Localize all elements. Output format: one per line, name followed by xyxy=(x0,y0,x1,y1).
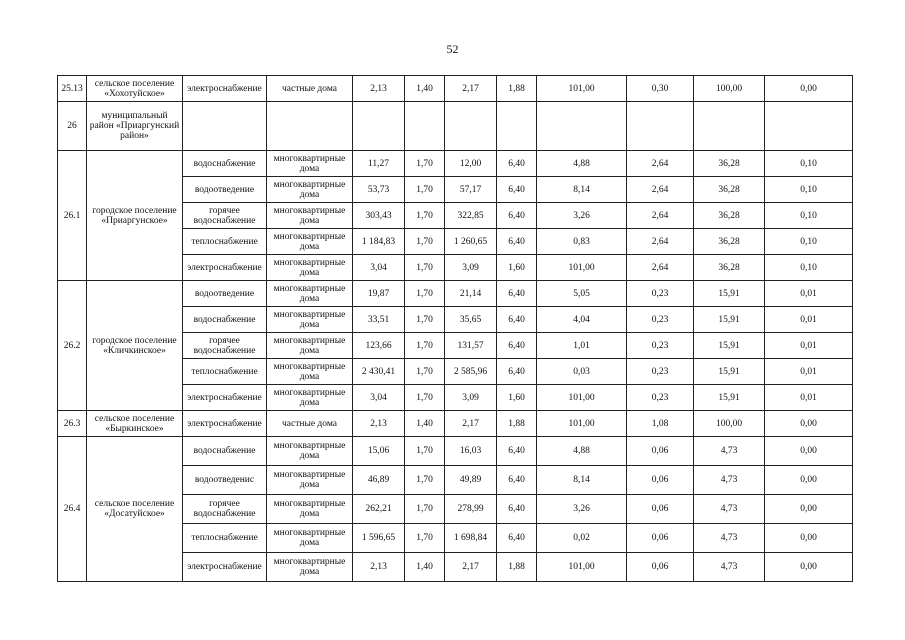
value-col-6: 0,23 xyxy=(627,333,694,359)
value-col-7: 4,73 xyxy=(694,437,765,466)
value-col-6: 0,23 xyxy=(627,359,694,385)
housing-type: многоквартирные дома xyxy=(267,177,353,203)
value-col-1: 3,04 xyxy=(353,255,405,281)
housing-type: многоквартирные дома xyxy=(267,553,353,582)
page-number: 52 xyxy=(446,42,459,56)
value-col-2: 1,70 xyxy=(405,229,445,255)
value-col-4: 6,40 xyxy=(497,177,537,203)
settlement-name: сельское поселение «Хохотуйское» xyxy=(87,76,183,102)
housing-type: многоквартирные дома xyxy=(267,151,353,177)
value-col-5: 4,88 xyxy=(537,151,627,177)
value-col-8: 0,10 xyxy=(765,177,853,203)
table-body xyxy=(58,76,853,582)
housing-type: частные дома xyxy=(267,76,353,102)
empty-cell xyxy=(694,102,765,151)
empty-cell xyxy=(497,102,537,151)
value-col-3: 1 260,65 xyxy=(445,229,497,255)
value-col-5: 101,00 xyxy=(537,255,627,281)
service-name: электроснабжение xyxy=(183,385,267,411)
value-col-8: 0,01 xyxy=(765,385,853,411)
row-code: 26 xyxy=(58,102,87,151)
value-col-4: 6,40 xyxy=(497,524,537,553)
settlement-name: городское поселение «Приаргунское» xyxy=(87,151,183,281)
value-col-3: 2,17 xyxy=(445,76,497,102)
housing-type: многоквартирные дома xyxy=(267,333,353,359)
value-col-7: 15,91 xyxy=(694,333,765,359)
value-col-5: 0,03 xyxy=(537,359,627,385)
value-col-8: 0,10 xyxy=(765,229,853,255)
value-col-3: 12,00 xyxy=(445,151,497,177)
value-col-6: 0,06 xyxy=(627,466,694,495)
value-col-6: 0,23 xyxy=(627,307,694,333)
value-col-6: 0,06 xyxy=(627,495,694,524)
housing-type: многоквартирные дома xyxy=(267,466,353,495)
value-col-4: 1,60 xyxy=(497,255,537,281)
value-col-5: 101,00 xyxy=(537,76,627,102)
row-code: 26.3 xyxy=(58,411,87,437)
value-col-8: 0,00 xyxy=(765,553,853,582)
value-col-1: 2,13 xyxy=(353,411,405,437)
empty-cell xyxy=(267,102,353,151)
housing-type: частные дома xyxy=(267,411,353,437)
value-col-5: 8,14 xyxy=(537,466,627,495)
value-col-1: 1 184,83 xyxy=(353,229,405,255)
tariff-table xyxy=(57,75,853,582)
value-col-6: 2,64 xyxy=(627,151,694,177)
value-col-4: 6,40 xyxy=(497,281,537,307)
value-col-4: 1,88 xyxy=(497,76,537,102)
value-col-2: 1,70 xyxy=(405,281,445,307)
value-col-3: 21,14 xyxy=(445,281,497,307)
value-col-2: 1,40 xyxy=(405,76,445,102)
housing-type: многоквартирные дома xyxy=(267,524,353,553)
value-col-1: 53,73 xyxy=(353,177,405,203)
value-col-7: 100,00 xyxy=(694,76,765,102)
row-code: 26.4 xyxy=(58,437,87,582)
value-col-7: 15,91 xyxy=(694,385,765,411)
value-col-5: 4,04 xyxy=(537,307,627,333)
value-col-8: 0,01 xyxy=(765,307,853,333)
table-row xyxy=(58,437,853,466)
service-name: теплоснабжение xyxy=(183,229,267,255)
value-col-8: 0,00 xyxy=(765,411,853,437)
value-col-1: 2,13 xyxy=(353,553,405,582)
value-col-4: 1,88 xyxy=(497,553,537,582)
value-col-8: 0,01 xyxy=(765,281,853,307)
value-col-6: 0,06 xyxy=(627,553,694,582)
value-col-3: 16,03 xyxy=(445,437,497,466)
district-name: муниципальный район «Приаргунский район» xyxy=(87,102,183,151)
value-col-4: 6,40 xyxy=(497,307,537,333)
value-col-3: 3,09 xyxy=(445,385,497,411)
value-col-2: 1,70 xyxy=(405,177,445,203)
table-row xyxy=(58,281,853,307)
settlement-name: сельское поселение «Досатуйское» xyxy=(87,437,183,582)
service-name: водоотведение xyxy=(183,177,267,203)
table-row xyxy=(58,411,853,437)
value-col-5: 0,83 xyxy=(537,229,627,255)
housing-type: многоквартирные дома xyxy=(267,437,353,466)
value-col-1: 15,06 xyxy=(353,437,405,466)
value-col-3: 3,09 xyxy=(445,255,497,281)
value-col-3: 57,17 xyxy=(445,177,497,203)
value-col-3: 2,17 xyxy=(445,411,497,437)
service-name: теплоснабжение xyxy=(183,359,267,385)
row-code: 26.1 xyxy=(58,151,87,281)
service-name: горячее водоснабжение xyxy=(183,495,267,524)
service-name: горячее водоснабжение xyxy=(183,203,267,229)
value-col-1: 1 596,65 xyxy=(353,524,405,553)
value-col-7: 36,28 xyxy=(694,229,765,255)
value-col-2: 1,70 xyxy=(405,466,445,495)
value-col-1: 2,13 xyxy=(353,76,405,102)
value-col-2: 1,70 xyxy=(405,359,445,385)
value-col-7: 36,28 xyxy=(694,177,765,203)
value-col-1: 123,66 xyxy=(353,333,405,359)
value-col-3: 2 585,96 xyxy=(445,359,497,385)
value-col-4: 6,40 xyxy=(497,151,537,177)
table-row xyxy=(58,76,853,102)
value-col-7: 36,28 xyxy=(694,203,765,229)
value-col-3: 2,17 xyxy=(445,553,497,582)
value-col-8: 0,01 xyxy=(765,333,853,359)
value-col-3: 1 698,84 xyxy=(445,524,497,553)
service-name: водоснабжение xyxy=(183,151,267,177)
value-col-1: 33,51 xyxy=(353,307,405,333)
value-col-4: 6,40 xyxy=(497,229,537,255)
value-col-6: 2,64 xyxy=(627,229,694,255)
value-col-4: 6,40 xyxy=(497,203,537,229)
housing-type: многоквартирные дома xyxy=(267,281,353,307)
value-col-4: 6,40 xyxy=(497,333,537,359)
value-col-2: 1,70 xyxy=(405,307,445,333)
value-col-8: 0,00 xyxy=(765,524,853,553)
value-col-6: 2,64 xyxy=(627,177,694,203)
housing-type: многоквартирные дома xyxy=(267,229,353,255)
value-col-2: 1,70 xyxy=(405,524,445,553)
value-col-1: 2 430,41 xyxy=(353,359,405,385)
value-col-2: 1,70 xyxy=(405,203,445,229)
value-col-2: 1,40 xyxy=(405,553,445,582)
value-col-7: 4,73 xyxy=(694,495,765,524)
value-col-7: 4,73 xyxy=(694,524,765,553)
row-code: 26.2 xyxy=(58,281,87,411)
empty-cell xyxy=(405,102,445,151)
service-name: электроснабжение xyxy=(183,76,267,102)
value-col-5: 101,00 xyxy=(537,411,627,437)
value-col-2: 1,40 xyxy=(405,411,445,437)
value-col-3: 131,57 xyxy=(445,333,497,359)
value-col-8: 0,10 xyxy=(765,255,853,281)
housing-type: многоквартирные дома xyxy=(267,307,353,333)
housing-type: многоквартирные дома xyxy=(267,255,353,281)
value-col-8: 0,00 xyxy=(765,466,853,495)
table-row xyxy=(58,151,853,177)
value-col-8: 0,10 xyxy=(765,151,853,177)
housing-type: многоквартирные дома xyxy=(267,203,353,229)
value-col-6: 0,06 xyxy=(627,437,694,466)
settlement-name: городское поселение «Кличкинское» xyxy=(87,281,183,411)
value-col-3: 35,65 xyxy=(445,307,497,333)
value-col-4: 1,60 xyxy=(497,385,537,411)
value-col-2: 1,70 xyxy=(405,437,445,466)
value-col-8: 0,01 xyxy=(765,359,853,385)
value-col-5: 8,14 xyxy=(537,177,627,203)
value-col-2: 1,70 xyxy=(405,333,445,359)
value-col-6: 0,23 xyxy=(627,385,694,411)
value-col-3: 322,85 xyxy=(445,203,497,229)
value-col-8: 0,10 xyxy=(765,203,853,229)
value-col-8: 0,00 xyxy=(765,495,853,524)
empty-cell xyxy=(353,102,405,151)
value-col-3: 278,99 xyxy=(445,495,497,524)
value-col-1: 11,27 xyxy=(353,151,405,177)
empty-cell xyxy=(537,102,627,151)
value-col-5: 3,26 xyxy=(537,203,627,229)
service-name: электроснабжение xyxy=(183,255,267,281)
service-name: водоотведение xyxy=(183,281,267,307)
service-name: теплоснабжение xyxy=(183,524,267,553)
value-col-5: 101,00 xyxy=(537,385,627,411)
housing-type: многоквартирные дома xyxy=(267,359,353,385)
value-col-7: 36,28 xyxy=(694,255,765,281)
service-name: электроснабжение xyxy=(183,553,267,582)
value-col-6: 2,64 xyxy=(627,255,694,281)
empty-cell xyxy=(445,102,497,151)
value-col-7: 15,91 xyxy=(694,281,765,307)
row-code: 25.13 xyxy=(58,76,87,102)
value-col-1: 19,87 xyxy=(353,281,405,307)
value-col-7: 36,28 xyxy=(694,151,765,177)
value-col-5: 0,02 xyxy=(537,524,627,553)
service-name: водоотведенис xyxy=(183,466,267,495)
value-col-2: 1,70 xyxy=(405,255,445,281)
value-col-3: 49,89 xyxy=(445,466,497,495)
value-col-7: 100,00 xyxy=(694,411,765,437)
housing-type: многоквартирные дома xyxy=(267,495,353,524)
settlement-name: сельское поселение «Быркинское» xyxy=(87,411,183,437)
value-col-4: 6,40 xyxy=(497,495,537,524)
housing-type: многоквартирные дома xyxy=(267,385,353,411)
value-col-6: 1,08 xyxy=(627,411,694,437)
value-col-6: 0,23 xyxy=(627,281,694,307)
empty-cell xyxy=(627,102,694,151)
empty-cell xyxy=(765,102,853,151)
value-col-1: 3,04 xyxy=(353,385,405,411)
value-col-5: 5,05 xyxy=(537,281,627,307)
value-col-5: 101,00 xyxy=(537,553,627,582)
value-col-6: 2,64 xyxy=(627,203,694,229)
value-col-5: 3,26 xyxy=(537,495,627,524)
value-col-4: 6,40 xyxy=(497,359,537,385)
value-col-4: 1,88 xyxy=(497,411,537,437)
empty-cell xyxy=(183,102,267,151)
service-name: водоснабжение xyxy=(183,437,267,466)
service-name: горячее водоснабжение xyxy=(183,333,267,359)
value-col-1: 46,89 xyxy=(353,466,405,495)
value-col-6: 0,06 xyxy=(627,524,694,553)
value-col-7: 15,91 xyxy=(694,307,765,333)
value-col-8: 0,00 xyxy=(765,76,853,102)
value-col-2: 1,70 xyxy=(405,151,445,177)
value-col-1: 303,43 xyxy=(353,203,405,229)
value-col-4: 6,40 xyxy=(497,466,537,495)
value-col-6: 0,30 xyxy=(627,76,694,102)
value-col-7: 4,73 xyxy=(694,466,765,495)
value-col-2: 1,70 xyxy=(405,385,445,411)
value-col-5: 1,01 xyxy=(537,333,627,359)
value-col-7: 4,73 xyxy=(694,553,765,582)
value-col-5: 4,88 xyxy=(537,437,627,466)
value-col-8: 0,00 xyxy=(765,437,853,466)
value-col-7: 15,91 xyxy=(694,359,765,385)
table-row-district xyxy=(58,102,853,151)
value-col-2: 1,70 xyxy=(405,495,445,524)
service-name: электроснабжение xyxy=(183,411,267,437)
value-col-1: 262,21 xyxy=(353,495,405,524)
service-name: водоснабжение xyxy=(183,307,267,333)
value-col-4: 6,40 xyxy=(497,437,537,466)
